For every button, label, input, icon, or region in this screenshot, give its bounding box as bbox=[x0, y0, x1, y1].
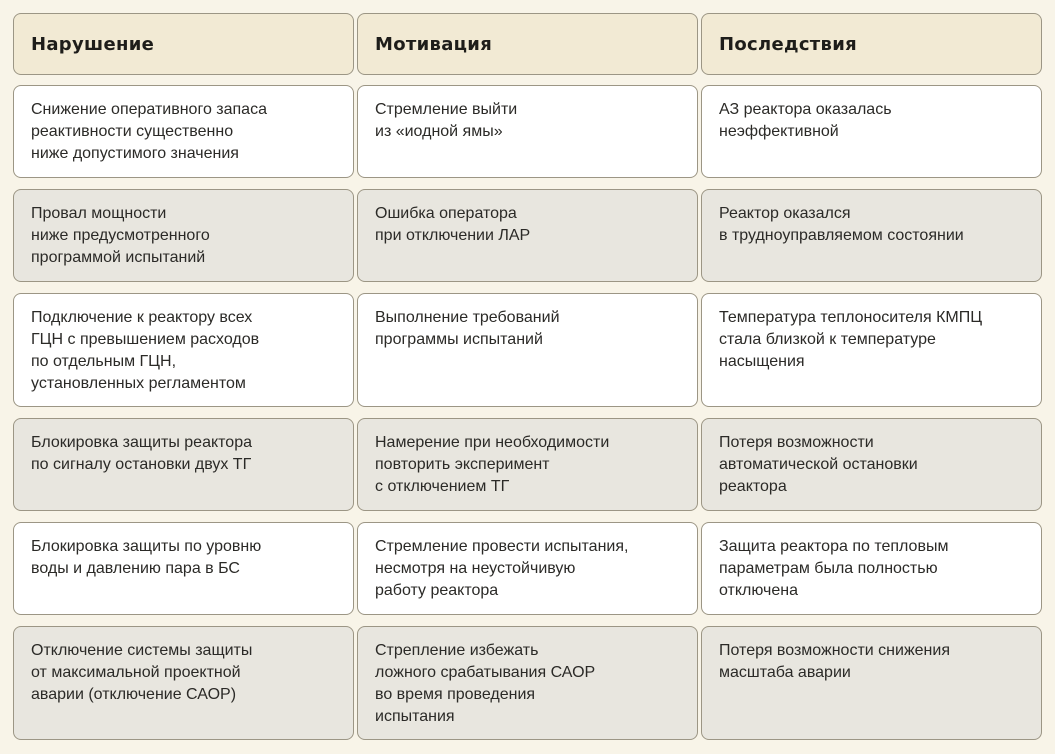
cell-violation: Отключение системы защиты от максимальной проектной аварии (отключение САОР) bbox=[13, 626, 354, 740]
cell-motivation: Стрепление избежать ложного срабатывания САОР во время проведения испытания bbox=[357, 626, 698, 740]
cell-violation: Блокировка защиты по уровню воды и давлению пара в БС bbox=[13, 522, 354, 615]
header-consequences-label: Последствия bbox=[719, 33, 857, 55]
table-row bbox=[13, 85, 1042, 178]
cell-motivation: Стремление провести испытания, несмотря на неустойчивую работу реактора bbox=[357, 522, 698, 615]
cell-consequences: АЗ реактора оказалась неэффективной bbox=[701, 85, 1042, 178]
cell-motivation: Стремление выйти из «иодной ямы» bbox=[357, 85, 698, 178]
header-violation bbox=[13, 13, 354, 75]
cell-consequences: Реактор оказался в трудноуправляемом состоянии bbox=[701, 189, 1042, 282]
table-row bbox=[13, 418, 1042, 511]
cell-motivation: Намерение при необходимости повторить эксперимент с отключением ТГ bbox=[357, 418, 698, 511]
cell-motivation: Выполнение требований программы испытаний bbox=[357, 293, 698, 407]
header-motivation-label: Мотивация bbox=[375, 33, 493, 55]
table-row bbox=[13, 189, 1042, 282]
cell-consequences: Потеря возможности снижения масштаба аварии bbox=[701, 626, 1042, 740]
cell-consequences: Потеря возможности автоматической остановки реактора bbox=[701, 418, 1042, 511]
cell-violation: Провал мощности ниже предусмотренного программой испытаний bbox=[13, 189, 354, 282]
cell-consequences: Температура теплоносителя КМПЦ стала близкой к температуре насыщения bbox=[701, 293, 1042, 407]
header-motivation bbox=[357, 13, 698, 75]
cell-violation: Блокировка защиты реактора по сигналу остановки двух ТГ bbox=[13, 418, 354, 511]
table-header-row bbox=[13, 13, 1042, 75]
cell-violation: Подключение к реактору всех ГЦН с превышением расходов по отдельным ГЦН, установленных регламентом bbox=[13, 293, 354, 407]
cell-consequences: Защита реактора по тепловым параметрам была полностью отключена bbox=[701, 522, 1042, 615]
table-row bbox=[13, 626, 1042, 740]
cell-motivation: Ошибка оператора при отключении ЛАР bbox=[357, 189, 698, 282]
header-violation-label: Нарушение bbox=[31, 33, 155, 55]
cell-violation: Снижение оперативного запаса реактивности существенно ниже допустимого значения bbox=[13, 85, 354, 178]
table-row bbox=[13, 522, 1042, 615]
table-row bbox=[13, 293, 1042, 407]
header-consequences bbox=[701, 13, 1042, 75]
